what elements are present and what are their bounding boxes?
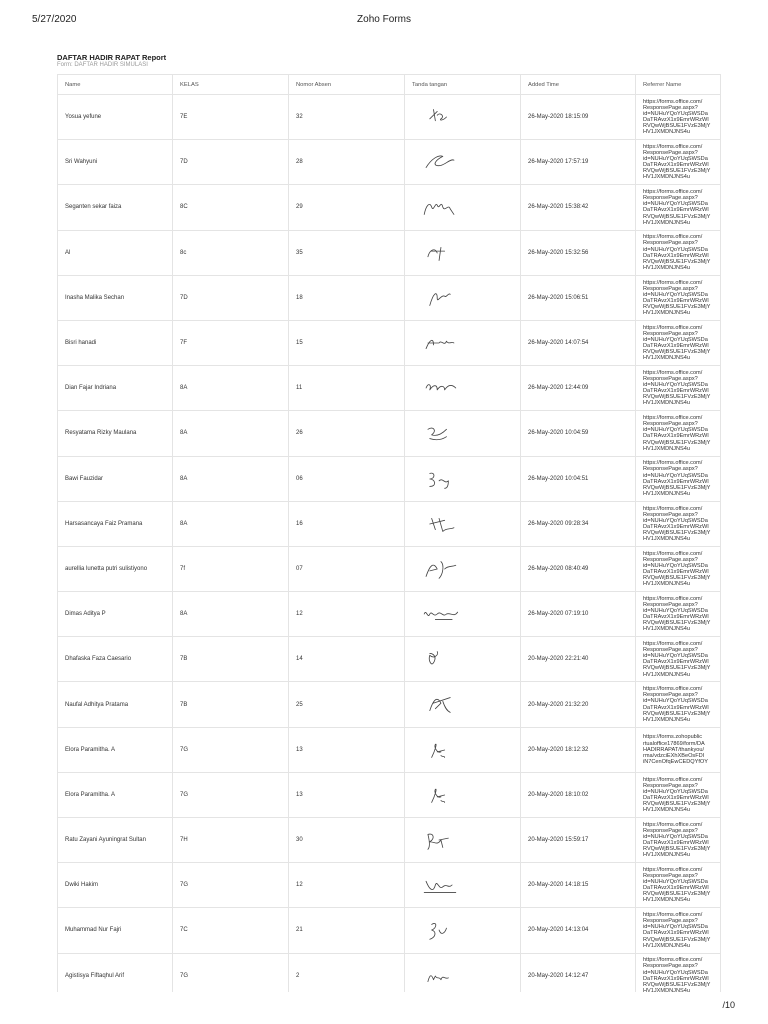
signature-image <box>415 330 465 356</box>
cell-name: Elora Paramitha. A <box>58 727 173 772</box>
table-header-row <box>58 75 722 95</box>
signature-image <box>415 240 465 266</box>
table-row <box>58 953 722 992</box>
print-header <box>0 14 768 28</box>
signature-image <box>415 104 465 130</box>
cell-nomor-absen: 13 <box>289 772 405 817</box>
cell-referrer: https://forms.office.com/ ResponsePage.aspx? id=NUHuYQoYUqSWSDa DaTRAvzX1x9EmrWRzWI RVQwWjBSUE1FVzE3MjY HV1JXMDNJNS4u <box>636 95 722 140</box>
cell-referrer: https://forms.office.com/ ResponsePage.aspx? id=NUHuYQoYUqSWSDa DaTRAvzX1x9EmrWRzWI RVQwWjBSUE1FVzE3MjY HV1JXMDNJNS4u <box>636 456 722 501</box>
cell-added-time: 26-May-2020 07:19:10 <box>521 592 636 637</box>
cell-added-time: 20-May-2020 15:59:17 <box>521 818 636 863</box>
cell-name: Bisri hanadi <box>58 320 173 365</box>
cell-referrer: https://forms.office.com/ ResponsePage.aspx? id=NUHuYQoYUqSWSDa DaTRAvzX1x9EmrWRzWI RVQwWjBSUE1FVzE3MjY HV1JXMDNJNS4u <box>636 546 722 591</box>
cell-kelas: 8A <box>173 501 289 546</box>
cell-added-time: 26-May-2020 18:15:09 <box>521 95 636 140</box>
cell-referrer: https://forms.office.com/ ResponsePage.aspx? id=NUHuYQoYUqSWSDa DaTRAvzX1x9EmrWRzWI RVQwWjBSUE1FVzE3MjY HV1JXMDNJNS4u <box>636 682 722 727</box>
table-row <box>58 95 722 140</box>
cell-nomor-absen: 25 <box>289 682 405 727</box>
cell-signature <box>405 908 521 953</box>
cell-kelas: 7G <box>173 727 289 772</box>
cell-name: Inasha Malika Sechan <box>58 275 173 320</box>
cell-kelas: 8A <box>173 592 289 637</box>
cell-name: Dian Fajar Indriana <box>58 366 173 411</box>
column-header-referrer-name: Referrer Name <box>636 75 722 95</box>
cell-kelas: 8A <box>173 456 289 501</box>
table-row <box>58 320 722 365</box>
cell-referrer: https://forms.office.com/ ResponsePage.aspx? id=NUHuYQoYUqSWSDa DaTRAvzX1x9EmrWRzWI RVQwWjBSUE1FVzE3MjY HV1JXMDNJNS4u <box>636 366 722 411</box>
cell-added-time: 20-May-2020 18:12:32 <box>521 727 636 772</box>
table-row <box>58 682 722 727</box>
cell-added-time: 26-May-2020 08:40:49 <box>521 546 636 591</box>
report-table-container <box>57 74 721 992</box>
cell-referrer: https://forms.office.com/ ResponsePage.aspx? id=NUHuYQoYUqSWSDa DaTRAvzX1x9EmrWRzWI RVQwWjBSUE1FVzE3MjY HV1JXMDNJNS4u <box>636 908 722 953</box>
cell-added-time: 20-May-2020 21:32:20 <box>521 682 636 727</box>
cell-kelas: 7G <box>173 772 289 817</box>
table-row <box>58 366 722 411</box>
cell-kelas: 7D <box>173 275 289 320</box>
cell-name: Naufal Adhitya Pratama <box>58 682 173 727</box>
cell-referrer: https://forms.office.com/ ResponsePage.aspx? id=NUHuYQoYUqSWSDa DaTRAvzX1x9EmrWRzWI RVQwWjBSUE1FVzE3MjY HV1JXMDNJNS4u <box>636 863 722 908</box>
cell-nomor-absen: 26 <box>289 411 405 456</box>
cell-nomor-absen: 13 <box>289 727 405 772</box>
cell-name: Dimas Aditya P <box>58 592 173 637</box>
column-header-kelas: KELAS <box>173 75 289 95</box>
table-row <box>58 185 722 230</box>
table-row <box>58 863 722 908</box>
table-row <box>58 818 722 863</box>
table-row <box>58 637 722 682</box>
cell-referrer: https://forms.office.com/ ResponsePage.aspx? id=NUHuYQoYUqSWSDa DaTRAvzX1x9EmrWRzWI RVQwWjBSUE1FVzE3MjY HV1JXMDNJNS4u <box>636 592 722 637</box>
signature-image <box>415 556 465 582</box>
cell-kelas: 8C <box>173 185 289 230</box>
cell-kelas: 7C <box>173 908 289 953</box>
report-table <box>57 74 721 992</box>
cell-kelas: 7B <box>173 682 289 727</box>
table-row <box>58 772 722 817</box>
cell-referrer: https://forms.office.com/ ResponsePage.aspx? id=NUHuYQoYUqSWSDa DaTRAvzX1x9EmrWRzWI RVQwWjBSUE1FVzE3MjY HV1JXMDNJNS4u <box>636 501 722 546</box>
table-row <box>58 230 722 275</box>
cell-nomor-absen: 30 <box>289 818 405 863</box>
table-row <box>58 727 722 772</box>
cell-referrer: https://forms.office.com/ ResponsePage.aspx? id=NUHuYQoYUqSWSDa DaTRAvzX1x9EmrWRzWI RVQwWjBSUE1FVzE3MjY HV1JXMDNJNS4u <box>636 230 722 275</box>
signature-image <box>415 194 465 220</box>
cell-referrer: https://forms.office.com/ ResponsePage.aspx? id=NUHuYQoYUqSWSDa DaTRAvzX1x9EmrWRzWI RVQwWjBSUE1FVzE3MjY HV1JXMDNJNS4u <box>636 320 722 365</box>
cell-added-time: 20-May-2020 18:10:02 <box>521 772 636 817</box>
cell-referrer: https://forms.zohopublic rtualoffice17869/form/DA HADIRRAPAT/thankyou/ rma/vdzciEXhXBeOsFDI iN7CenOfqEwCEDQYfOY <box>636 727 722 772</box>
cell-signature <box>405 456 521 501</box>
cell-signature <box>405 818 521 863</box>
cell-added-time: 26-May-2020 10:04:51 <box>521 456 636 501</box>
cell-signature <box>405 366 521 411</box>
cell-added-time: 20-May-2020 14:18:15 <box>521 863 636 908</box>
cell-kelas: 8A <box>173 366 289 411</box>
column-header-nomor-absen: Nomor Absen <box>289 75 405 95</box>
signature-image <box>415 963 465 989</box>
signature-image <box>415 692 465 718</box>
cell-referrer: https://forms.office.com/ ResponsePage.aspx? id=NUHuYQoYUqSWSDa DaTRAvzX1x9EmrWRzWI RVQwWjBSUE1FVzE3MjY HV1JXMDNJNS4u <box>636 953 722 992</box>
cell-added-time: 26-May-2020 12:44:09 <box>521 366 636 411</box>
cell-name: aurellia lunetta putri sulistiyono <box>58 546 173 591</box>
cell-kelas: 7H <box>173 818 289 863</box>
cell-referrer: https://forms.office.com/ ResponsePage.aspx? id=NUHuYQoYUqSWSDa DaTRAvzX1x9EmrWRzWI RVQwWjBSUE1FVzE3MjY HV1JXMDNJNS4u <box>636 772 722 817</box>
cell-added-time: 20-May-2020 14:12:47 <box>521 953 636 992</box>
cell-added-time: 26-May-2020 10:04:59 <box>521 411 636 456</box>
cell-name: Elora Paramitha. A <box>58 772 173 817</box>
cell-kelas: 7D <box>173 140 289 185</box>
cell-kelas: 8c <box>173 230 289 275</box>
table-row <box>58 456 722 501</box>
signature-image <box>415 782 465 808</box>
signature-image <box>415 420 465 446</box>
cell-signature <box>405 592 521 637</box>
cell-name: Resyatama Rizky Maulana <box>58 411 173 456</box>
cell-name: Agistisya Fiftaqhul Arif <box>58 953 173 992</box>
cell-signature <box>405 863 521 908</box>
signature-image <box>415 872 465 898</box>
page-number: /10 <box>722 1000 735 1010</box>
table-row <box>58 275 722 320</box>
cell-nomor-absen: 15 <box>289 320 405 365</box>
cell-kelas: 8A <box>173 411 289 456</box>
cell-signature <box>405 546 521 591</box>
cell-signature <box>405 275 521 320</box>
signature-image <box>415 917 465 943</box>
cell-referrer: https://forms.office.com/ ResponsePage.aspx? id=NUHuYQoYUqSWSDa DaTRAvzX1x9EmrWRzWI RVQwWjBSUE1FVzE3MjY HV1JXMDNJNS4u <box>636 185 722 230</box>
cell-nomor-absen: 32 <box>289 95 405 140</box>
cell-referrer: https://forms.office.com/ ResponsePage.aspx? id=NUHuYQoYUqSWSDa DaTRAvzX1x9EmrWRzWI RVQwWjBSUE1FVzE3MjY HV1JXMDNJNS4u <box>636 140 722 185</box>
cell-signature <box>405 772 521 817</box>
table-row <box>58 908 722 953</box>
cell-name: Bawi Fauzidar <box>58 456 173 501</box>
cell-signature <box>405 637 521 682</box>
table-row <box>58 546 722 591</box>
cell-name: Seganten sekar faiza <box>58 185 173 230</box>
cell-nomor-absen: 21 <box>289 908 405 953</box>
signature-image <box>415 646 465 672</box>
cell-added-time: 20-May-2020 22:21:40 <box>521 637 636 682</box>
cell-nomor-absen: 11 <box>289 366 405 411</box>
signature-image <box>415 466 465 492</box>
cell-nomor-absen: 06 <box>289 456 405 501</box>
signature-image <box>415 827 465 853</box>
cell-nomor-absen: 12 <box>289 863 405 908</box>
table-row <box>58 592 722 637</box>
cell-name: Dwiki Hakim <box>58 863 173 908</box>
cell-name: Harsasancaya Faiz Pramana <box>58 501 173 546</box>
report-subtitle: Form: DAFTAR HADIR SIMULASI <box>57 62 148 68</box>
table-body <box>58 95 722 993</box>
table-row <box>58 140 722 185</box>
report-title: DAFTAR HADIR RAPAT Report <box>57 53 167 62</box>
signature-image <box>415 511 465 537</box>
cell-name: Sri Wahyuni <box>58 140 173 185</box>
cell-signature <box>405 953 521 992</box>
cell-signature <box>405 727 521 772</box>
cell-added-time: 26-May-2020 09:28:34 <box>521 501 636 546</box>
signature-image <box>415 285 465 311</box>
cell-signature <box>405 411 521 456</box>
cell-referrer: https://forms.office.com/ ResponsePage.aspx? id=NUHuYQoYUqSWSDa DaTRAvzX1x9EmrWRzWI RVQwWjBSUE1FVzE3MjY HV1JXMDNJNS4u <box>636 818 722 863</box>
cell-nomor-absen: 14 <box>289 637 405 682</box>
print-date: 5/27/2020 <box>32 14 77 25</box>
cell-referrer: https://forms.office.com/ ResponsePage.aspx? id=NUHuYQoYUqSWSDa DaTRAvzX1x9EmrWRzWI RVQwWjBSUE1FVzE3MjY HV1JXMDNJNS4u <box>636 637 722 682</box>
cell-signature <box>405 140 521 185</box>
cell-added-time: 26-May-2020 17:57:19 <box>521 140 636 185</box>
cell-nomor-absen: 07 <box>289 546 405 591</box>
cell-name: Al <box>58 230 173 275</box>
cell-added-time: 26-May-2020 15:32:56 <box>521 230 636 275</box>
cell-added-time: 20-May-2020 14:13:04 <box>521 908 636 953</box>
cell-nomor-absen: 2 <box>289 953 405 992</box>
cell-added-time: 26-May-2020 15:06:51 <box>521 275 636 320</box>
cell-signature <box>405 230 521 275</box>
signature-image <box>415 601 465 627</box>
print-title: Zoho Forms <box>357 14 411 25</box>
cell-referrer: https://forms.office.com/ ResponsePage.aspx? id=NUHuYQoYUqSWSDa DaTRAvzX1x9EmrWRzWI RVQwWjBSUE1FVzE3MjY HV1JXMDNJNS4u <box>636 275 722 320</box>
cell-name: Dhafaska Faza Caesario <box>58 637 173 682</box>
table-row <box>58 411 722 456</box>
column-header-added-time: Added Time <box>521 75 636 95</box>
column-header-name: Name <box>58 75 173 95</box>
cell-kelas: 7B <box>173 637 289 682</box>
signature-image <box>415 737 465 763</box>
cell-nomor-absen: 29 <box>289 185 405 230</box>
cell-kelas: 7E <box>173 95 289 140</box>
cell-signature <box>405 501 521 546</box>
cell-kelas: 7F <box>173 320 289 365</box>
cell-nomor-absen: 18 <box>289 275 405 320</box>
cell-added-time: 26-May-2020 15:38:42 <box>521 185 636 230</box>
cell-referrer: https://forms.office.com/ ResponsePage.aspx? id=NUHuYQoYUqSWSDa DaTRAvzX1x9EmrWRzWI RVQwWjBSUE1FVzE3MjY HV1JXMDNJNS4u <box>636 411 722 456</box>
signature-image <box>415 375 465 401</box>
cell-kelas: 7G <box>173 953 289 992</box>
cell-signature <box>405 95 521 140</box>
cell-nomor-absen: 12 <box>289 592 405 637</box>
cell-signature <box>405 320 521 365</box>
cell-nomor-absen: 16 <box>289 501 405 546</box>
table-row <box>58 501 722 546</box>
cell-added-time: 26-May-2020 14:07:54 <box>521 320 636 365</box>
cell-kelas: 7f <box>173 546 289 591</box>
column-header-tanda-tangan: Tanda tangan <box>405 75 521 95</box>
cell-name: Yosua yefune <box>58 95 173 140</box>
cell-nomor-absen: 35 <box>289 230 405 275</box>
cell-kelas: 7G <box>173 863 289 908</box>
cell-nomor-absen: 28 <box>289 140 405 185</box>
signature-image <box>415 149 465 175</box>
cell-name: Muhammad Nur Fajri <box>58 908 173 953</box>
cell-signature <box>405 185 521 230</box>
cell-name: Ratu Zayani Ayuningrat Sultan <box>58 818 173 863</box>
cell-signature <box>405 682 521 727</box>
